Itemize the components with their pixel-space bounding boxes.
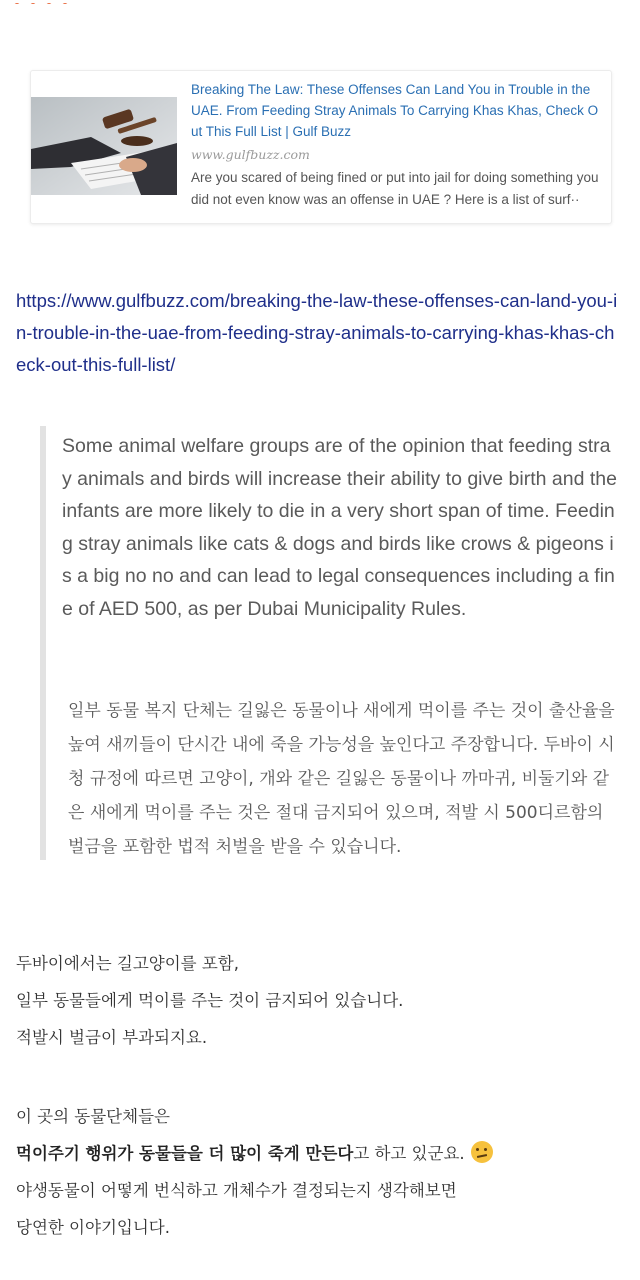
paragraph-line: 이 곳의 동물단체들은 — [16, 1107, 170, 1126]
link-preview-description: Are you scared of being fined or put into jail for doing something you did not even know was an offense in UAE ? Here is a list of surf·· — [191, 170, 599, 207]
header-decoration — [14, 0, 94, 4]
link-preview-title[interactable]: Breaking The Law: These Offenses Can Land You in Trouble in the UAE. From Feeding Stray Animals To Carrying Khas Khas, Check Out This Full List | Gulf Buzz — [191, 82, 599, 139]
decoration-dot — [46, 3, 52, 4]
blockquote — [40, 426, 618, 860]
paragraph-line: 적발시 벌금이 부과되지요. — [16, 1028, 208, 1047]
paragraph-line: 당연한 이야기입니다. — [16, 1218, 170, 1237]
gavel-thumbnail-image — [31, 97, 177, 195]
statement-suffix: 고 하고 있군요. — [353, 1144, 465, 1163]
link-preview-domain: www.gulfbuzz.com — [191, 147, 310, 162]
decoration-dot — [62, 3, 68, 4]
paragraph-line: 야생동물이 어떻게 번식하고 개체수가 결정되는지 생각해보면 — [16, 1181, 457, 1200]
paragraph-comment — [16, 1098, 493, 1246]
bold-statement: 먹이주기 행위가 동물들을 더 많이 죽게 만든다 — [16, 1144, 354, 1163]
quote-korean-text: 일부 동물 복지 단체는 길잃은 동물이나 새에게 먹이를 주는 것이 출산율을 높여 새끼들이 단시간 내에 죽을 가능성을 높인다고 주장합니다. 두바이 시청 규정에 따르면 고양이, 개와 같은 길잃은 동물이나 까마귀, 비둘기와 같은 새에게 먹이를 주는 것은 절대 금지되어 있으며, 적발 시 500디르함의 벌금을 포함한 법적 처벌을 받을 수 있습니다. — [68, 701, 615, 857]
thinking-face-icon — [471, 1141, 493, 1163]
link-preview-card[interactable] — [30, 70, 612, 224]
decoration-dot — [14, 3, 20, 4]
quote-english-text: Some animal welfare groups are of the opinion that feeding stray animals and birds will increase their ability to give birth and the infants are more likely to die in a very short span of time. Feeding stray animals like cats & dogs and birds like crows & pigeons is a big no no and can lead to legal consequences including a fine of AED 500, as per Dubai Municipality Rules. — [62, 435, 617, 620]
paragraph-intro — [16, 945, 403, 1056]
paragraph-line: 두바이에서는 길고양이를 포함, — [16, 954, 239, 973]
paragraph-line-emphasis — [16, 1135, 493, 1172]
decoration-dot — [30, 3, 36, 4]
source-url-link[interactable]: https://www.gulfbuzz.com/breaking-the-law-these-offenses-can-land-you-in-trouble-in-the-uae-from-feeding-stray-animals-to-carrying-khas-khas-check-out-this-full-list/ — [16, 290, 618, 375]
paragraph-line: 일부 동물들에게 먹이를 주는 것이 금지되어 있습니다. — [16, 991, 404, 1010]
